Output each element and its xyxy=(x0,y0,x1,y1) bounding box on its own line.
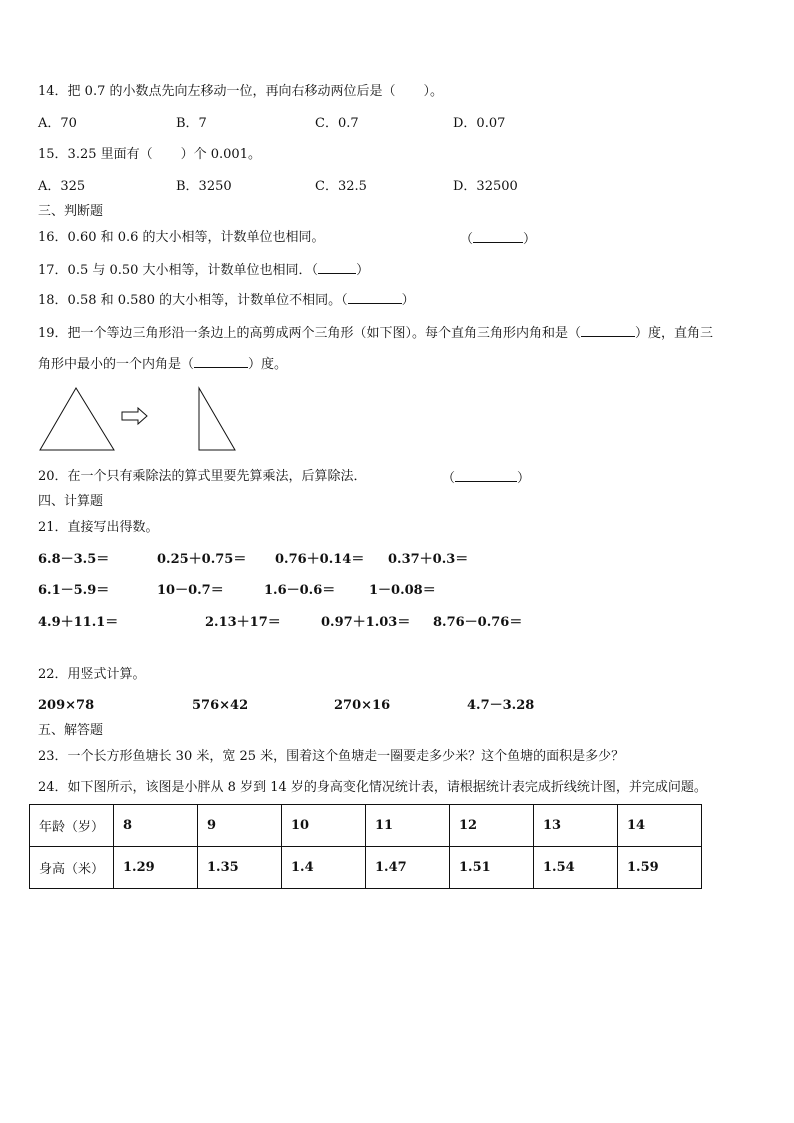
q15-suffix: ）个 0.001。 xyxy=(180,147,261,162)
vertical-calc-item: 4.7－3.28 xyxy=(467,698,535,713)
height-stats-table xyxy=(29,804,702,889)
table-cell: 1.29 xyxy=(114,847,198,889)
q17-answer-blank[interactable] xyxy=(318,261,356,274)
calc-item: 2.13＋17＝ xyxy=(205,615,281,630)
calc-item: 0.37＋0.3＝ xyxy=(388,552,469,567)
q16-blank-line xyxy=(473,230,523,243)
question-20: 20．在一个只有乘除法的算式里要先算乘法，后算除法． xyxy=(38,469,367,484)
question-24: 24．如下图所示，该图是小胖从 8 岁到 14 岁的身高变化情况统计表，请根据统计表完成折线统计图，并完成问题。 xyxy=(38,780,707,795)
q15-option-d: D．32500 xyxy=(453,179,518,194)
table-cell: 12 xyxy=(450,805,534,847)
question-22-title: 22．用竖式计算。 xyxy=(38,667,146,682)
calc-item: 6.1－5.9＝ xyxy=(38,583,110,598)
calc-item: 10－0.7＝ xyxy=(157,583,224,598)
q14-option-d: D．0.07 xyxy=(453,116,506,131)
table-header-height: 身高（米） xyxy=(30,847,114,889)
question-14 xyxy=(38,84,443,100)
calc-item: 1.6－0.6＝ xyxy=(264,583,336,598)
question-21-title: 21．直接写出得数。 xyxy=(38,520,159,535)
q19-answer-blank-2[interactable] xyxy=(194,355,248,368)
table-cell: 13 xyxy=(534,805,618,847)
calc-item: 6.8－3.5＝ xyxy=(38,552,110,567)
right-arrow-icon xyxy=(122,408,147,424)
equilateral-triangle xyxy=(40,388,114,450)
q20-answer-blank[interactable]: （ ） xyxy=(442,471,531,486)
q15-text: 15．3.25 里面有（ xyxy=(38,147,153,162)
table-cell: 9 xyxy=(198,805,282,847)
q15-option-b: B．3250 xyxy=(176,179,232,194)
table-cell: 1.35 xyxy=(198,847,282,889)
table-cell: 8 xyxy=(114,805,198,847)
table-row-height xyxy=(30,847,702,889)
table-cell: 1.51 xyxy=(450,847,534,889)
q15-option-a: A．325 xyxy=(38,179,86,194)
table-cell: 10 xyxy=(282,805,366,847)
calc-item: 0.25＋0.75＝ xyxy=(157,552,247,567)
table-cell: 1.59 xyxy=(618,847,702,889)
q14-text: 14．把 0.7 的小数点先向左移动一位，再向右移动两位后是（ xyxy=(38,84,396,99)
vertical-calc-item: 576×42 xyxy=(192,698,249,713)
calc-item: 8.76－0.76＝ xyxy=(433,615,523,630)
table-header-age: 年龄（岁） xyxy=(30,805,114,847)
question-23: 23．一个长方形鱼塘长 30 米，宽 25 米，围着这个鱼塘走一圈要走多少米？这个鱼塘的面积是多少？ xyxy=(38,749,625,764)
q14-option-b: B．7 xyxy=(176,116,207,131)
calc-item: 1－0.08＝ xyxy=(369,583,436,598)
vertical-calc-item: 209×78 xyxy=(38,698,95,713)
section-4-heading: 四、计算题 xyxy=(38,494,104,509)
table-cell: 1.47 xyxy=(366,847,450,889)
section-3-heading: 三、判断题 xyxy=(38,204,104,219)
right-triangle xyxy=(199,388,235,450)
vertical-calc-item: 270×16 xyxy=(334,698,391,713)
q20-blank-line xyxy=(455,469,517,482)
question-19-line1: 19．把一个等边三角形沿一条边上的高剪成两个三角形（如下图）。每个直角三角形内角和是（ ）度，直角三 xyxy=(38,326,714,341)
question-15 xyxy=(38,147,261,163)
question-18: 18．0.58 和 0.580 的大小相等，计数单位不相同。（ ） xyxy=(38,293,415,308)
question-19-line2: 角形中最小的一个内角是（ ）度。 xyxy=(38,357,288,372)
calc-item: 0.97＋1.03＝ xyxy=(321,615,411,630)
q14-option-c: C．0.7 xyxy=(315,116,359,131)
q14-option-a: A．70 xyxy=(38,116,77,131)
triangle-figure xyxy=(36,386,246,456)
table-cell: 1.54 xyxy=(534,847,618,889)
question-17: 17．0.5 与 0.50 大小相等，计数单位也相同．（ ） xyxy=(38,263,370,278)
q18-answer-blank[interactable] xyxy=(348,291,402,304)
section-5-heading: 五、解答题 xyxy=(38,723,104,738)
table-cell: 11 xyxy=(366,805,450,847)
calc-item: 0.76＋0.14＝ xyxy=(275,552,365,567)
question-16: 16．0.60 和 0.6 的大小相等，计数单位也相同。 xyxy=(38,230,325,245)
table-cell: 1.4 xyxy=(282,847,366,889)
table-cell: 14 xyxy=(618,805,702,847)
calc-item: 4.9＋11.1＝ xyxy=(38,615,119,630)
table-row-age xyxy=(30,805,702,847)
q14-suffix: ）。 xyxy=(423,84,443,99)
q16-answer-blank[interactable]: （ ） xyxy=(460,232,537,247)
q19-answer-blank-1[interactable] xyxy=(581,324,635,337)
q15-option-c: C．32.5 xyxy=(315,179,367,194)
